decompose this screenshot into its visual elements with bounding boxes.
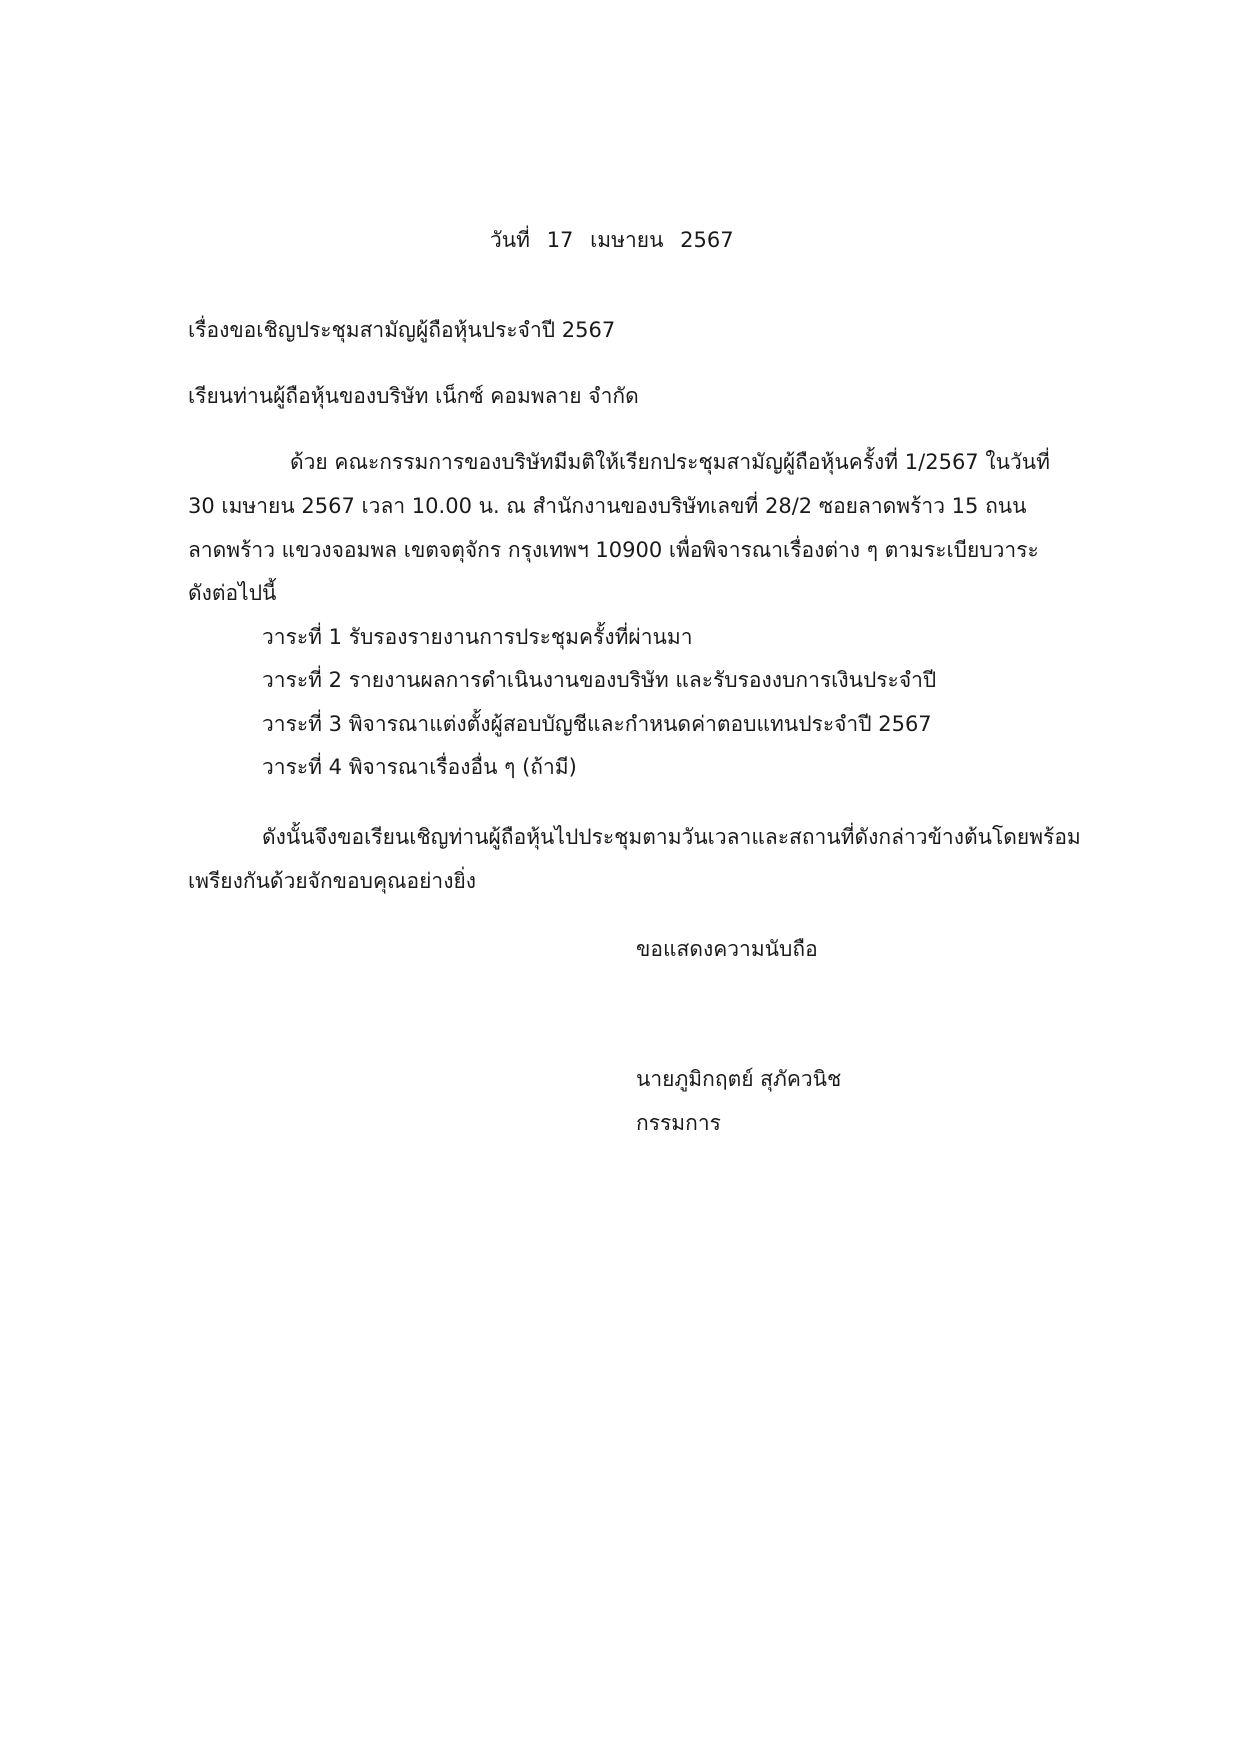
complimentary-close: ขอแสดงความนับถือ xyxy=(636,937,818,961)
body-line-2: 30 เมษายน 2567 เวลา 10.00 น. ณ สำนักงานของบริษัทเลขที่ 28/2 ซอยลาดพร้าว 15 ถนน xyxy=(188,494,1027,518)
letter-subject: เรื่องขอเชิญประชุมสามัญผู้ถือหุ้นประจำปี 2567 xyxy=(188,318,616,342)
letter-recipient: เรียนท่านผู้ถือหุ้นของบริษัท เน็กซ์ คอมพลาย จำกัด xyxy=(188,384,639,408)
body-line-4: ดังต่อไปนี้ xyxy=(188,581,277,605)
agenda-item-1: วาระที่ 1 รับรองรายงานการประชุมครั้งที่ผ่านมา xyxy=(262,625,693,649)
date-day: 17 xyxy=(546,228,574,252)
agenda-item-4: วาระที่ 4 พิจารณาเรื่องอื่น ๆ (ถ้ามี) xyxy=(262,755,577,779)
signer-title: กรรมการ xyxy=(636,1111,721,1135)
signer-name: นายภูมิกฤตย์ สุภัควนิช xyxy=(636,1067,842,1091)
date-year: 2567 xyxy=(680,228,734,252)
body-line-3: ลาดพร้าว แขวงจอมพล เขตจตุจักร กรุงเทพฯ 10900 เพื่อพิจารณาเรื่องต่าง ๆ ตามระเบียบวาระ xyxy=(188,538,1039,562)
date-label: วันที่ xyxy=(490,228,530,252)
body-line-1 xyxy=(188,447,1050,477)
date-month: เมษายน xyxy=(590,228,664,252)
closing-line-1: ดังนั้นจึงขอเรียนเชิญท่านผู้ถือหุ้นไปประชุมตามวันเวลาและสถานที่ดังกล่าวข้างต้นโดยพร้อม xyxy=(262,825,1081,849)
closing-line-2: เพรียงกันด้วยจักขอบคุณอย่างยิ่ง xyxy=(188,869,477,893)
agenda-item-3: วาระที่ 3 พิจารณาแต่งตั้งผู้สอบบัญชีและกำหนดค่าตอบแทนประจำปี 2567 xyxy=(262,712,932,736)
letter-date xyxy=(490,225,744,255)
body-line-1-text: ด้วย คณะกรรมการของบริษัทมีมติให้เรียกประชุมสามัญผู้ถือหุ้นครั้งที่ 1/2567 ในวันที่ xyxy=(290,450,1050,474)
agenda-item-2: วาระที่ 2 รายงานผลการดำเนินงานของบริษัท และรับรองงบการเงินประจำปี xyxy=(262,668,937,692)
